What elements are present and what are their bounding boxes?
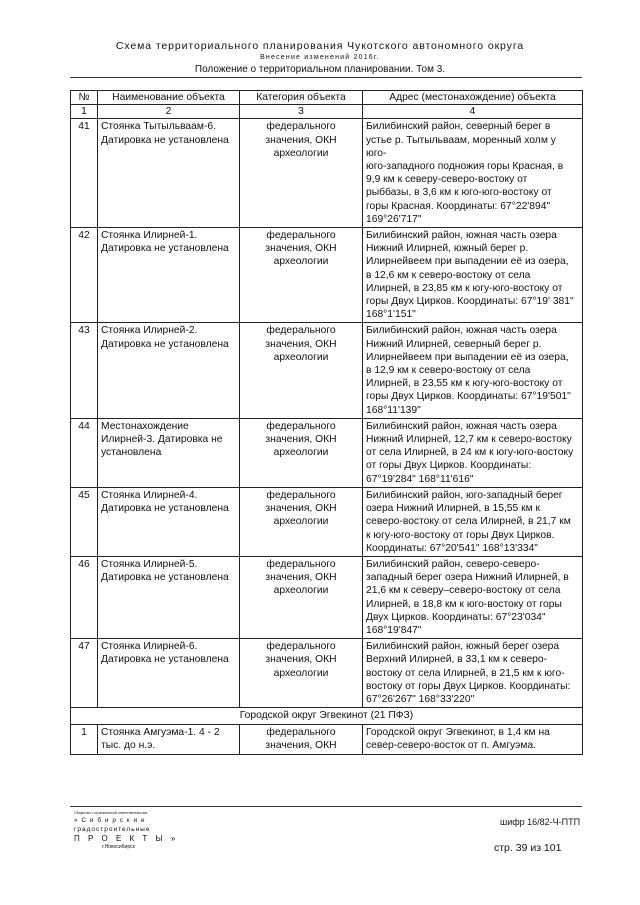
cell-line: федерального bbox=[266, 121, 336, 133]
cell-line: значения, ОКН bbox=[265, 338, 337, 350]
cell-line: Стоянка Илирней-4. bbox=[101, 489, 198, 501]
object-name bbox=[98, 639, 240, 708]
cell-line: 169°26'717" bbox=[366, 213, 422, 225]
cell-line: Илирней, в 23,55 км к югу-юго-востоку от bbox=[366, 378, 563, 390]
cell-line: западный берег озера Нижний Илирней, в bbox=[366, 572, 569, 584]
object-address bbox=[363, 639, 583, 708]
cell-line: рыббазы, в 3,6 км к юго-юго-востоку от bbox=[366, 187, 552, 199]
cell-line: значения, ОКН bbox=[265, 654, 337, 666]
cell-line: Билибинский район, южная часть озера bbox=[366, 420, 557, 432]
cell-line: Датировка не установлена bbox=[101, 338, 229, 350]
org-legal-form: Общество с ограниченной ответственностью bbox=[74, 811, 148, 815]
object-address bbox=[363, 228, 583, 323]
org-name-line1: « С и б и р с к и е bbox=[74, 817, 146, 824]
cell-line: Датировка не установлена bbox=[101, 134, 229, 146]
cell-line: установлена bbox=[101, 447, 162, 459]
object-category bbox=[240, 323, 363, 418]
cell-line: значения, ОКН bbox=[265, 740, 337, 752]
object-category bbox=[240, 418, 363, 487]
col-header-number: № bbox=[71, 91, 98, 105]
table-row bbox=[71, 639, 583, 708]
cell-line: в 12,6 км к северо-востоку от села bbox=[366, 269, 531, 281]
cell-line: Городской округ Эгвекинот, в 1,4 км на bbox=[366, 727, 550, 739]
cell-line: Стоянка Илирней-5. bbox=[101, 558, 198, 570]
cell-line: Стоянка Илирней-1. bbox=[101, 230, 198, 242]
cell-line: устье р. Тытыльваам, моренный холм у юго- bbox=[366, 134, 556, 159]
object-address bbox=[363, 119, 583, 228]
cell-line: Датировка не установлена bbox=[101, 654, 229, 666]
table-row bbox=[71, 418, 583, 487]
cell-line: федерального bbox=[266, 727, 336, 739]
cell-line: федерального bbox=[266, 325, 336, 337]
cell-line: север-северо-восток от п. Амгуэма. bbox=[366, 740, 536, 752]
object-address bbox=[363, 725, 583, 754]
page-number: стр. 39 из 101 bbox=[494, 842, 562, 854]
cell-line: археологии bbox=[273, 256, 329, 268]
col-header-name: Наименование объекта bbox=[98, 91, 240, 105]
cell-line: 9,9 км к северу-северо-востоку от bbox=[366, 174, 528, 186]
cell-line: 168°1'151" bbox=[366, 309, 416, 321]
col-header-category: Категория объекта bbox=[240, 91, 363, 105]
document-header-revision: Внесение изменений 2016г. bbox=[260, 54, 380, 61]
cell-line: горы Красная. Координаты: 67°22'894" bbox=[366, 200, 551, 212]
cell-line: 67°26'267" 168°33'220" bbox=[366, 693, 475, 705]
table-row bbox=[71, 323, 583, 418]
cell-line: федерального bbox=[266, 420, 336, 432]
col-number-1: 1 bbox=[71, 105, 98, 119]
row-number: 41 bbox=[71, 119, 98, 228]
table-column-numbers-row bbox=[71, 105, 583, 119]
row-number: 42 bbox=[71, 228, 98, 323]
cell-line: горы Двух Цирков. Координаты: 67°19'501" bbox=[366, 391, 571, 403]
cell-line: Стоянка Амгуэма-1. 4 - 2 bbox=[101, 727, 220, 739]
row-number: 45 bbox=[71, 487, 98, 556]
org-city: г.Новосибирск bbox=[102, 844, 135, 850]
cell-line: федерального bbox=[266, 230, 336, 242]
cell-line: востоку от села Илирней, в 21,5 км к юго- bbox=[366, 667, 565, 679]
cell-line: археологии bbox=[273, 147, 329, 159]
table-row bbox=[71, 487, 583, 556]
cell-line: 168°19'847" bbox=[366, 624, 422, 636]
cell-line: тыс. до н.э. bbox=[101, 740, 156, 752]
cell-line: федерального bbox=[266, 641, 336, 653]
org-name-line2: градостроительные bbox=[74, 826, 151, 833]
object-name bbox=[98, 487, 240, 556]
table-row bbox=[71, 556, 583, 638]
cell-line: 21,6 км к северу–северо-востоку от села bbox=[366, 585, 561, 597]
table-header-row bbox=[71, 91, 583, 105]
cell-line: северо-востоку от села Илирней, в 21,7 км bbox=[366, 516, 571, 528]
object-name bbox=[98, 228, 240, 323]
col-number-2: 2 bbox=[98, 105, 240, 119]
heritage-objects-table bbox=[70, 90, 583, 755]
cell-line: Нижний Илирней, 12,7 км к северо-востоку bbox=[366, 434, 572, 446]
object-category bbox=[240, 556, 363, 638]
cell-line: Стоянка Тытыльваам-6. bbox=[101, 121, 216, 133]
row-number: 44 bbox=[71, 418, 98, 487]
table-body bbox=[71, 119, 583, 754]
cell-line: Датировка не установлена bbox=[101, 503, 229, 515]
cell-line: юго-западного подножия горы Красная, в bbox=[366, 161, 564, 173]
cell-line: 67°19'284" 168°11'616" bbox=[366, 473, 474, 485]
cell-line: Илирней, в 18,8 км к юго-востоку от горы bbox=[366, 598, 562, 610]
cell-line: Двух Цирков. Координаты: 67°23'034" bbox=[366, 611, 546, 623]
cell-line: Стоянка Илирней-6. bbox=[101, 641, 198, 653]
col-number-4: 4 bbox=[363, 105, 583, 119]
cell-line: к югу-юго-востоку от горы Двух Цирков. bbox=[366, 529, 555, 541]
object-category bbox=[240, 639, 363, 708]
object-category bbox=[240, 228, 363, 323]
cell-line: археологии bbox=[273, 667, 329, 679]
cell-line: Датировка не установлена bbox=[101, 572, 229, 584]
cell-line: Билибинский район, юго-западный берег bbox=[366, 489, 563, 501]
table-row bbox=[71, 725, 583, 754]
cell-line: востоку от горы Двух Цирков. Координаты: bbox=[366, 680, 571, 692]
cell-line: Билибинский район, южная часть озера bbox=[366, 325, 557, 337]
cell-line: археологии bbox=[273, 516, 329, 528]
cell-line: в 12,9 км к северо-востоку от села bbox=[366, 365, 531, 377]
cell-line: значения, ОКН bbox=[265, 243, 337, 255]
cell-line: Нижний Илирней, южный берег р. bbox=[366, 243, 529, 255]
cell-line: горы Двух Цирков. Координаты: 67°19' 381" bbox=[366, 296, 574, 308]
cell-line: от села Илирней, в 24 км к югу-юго-востоку bbox=[366, 447, 574, 459]
header-divider bbox=[70, 77, 582, 78]
cell-line: Стоянка Илирней-2. bbox=[101, 325, 198, 337]
object-name bbox=[98, 556, 240, 638]
col-number-3: 3 bbox=[240, 105, 363, 119]
document-header-title: Схема территориального планирования Чукотского автономного округа bbox=[115, 40, 525, 52]
cell-line: значения, ОКН bbox=[265, 572, 337, 584]
cell-line: археологии bbox=[273, 447, 329, 459]
row-number: 1 bbox=[71, 725, 98, 754]
cell-line: значения, ОКН bbox=[265, 134, 337, 146]
object-category bbox=[240, 725, 363, 754]
cell-line: Нижний Илирней, северный берег р. bbox=[366, 338, 542, 350]
object-category bbox=[240, 119, 363, 228]
cell-line: Верхний Илирней, в 33,1 км к северо- bbox=[366, 654, 548, 666]
cell-line: Датировка не установлена bbox=[101, 243, 229, 255]
row-number: 47 bbox=[71, 639, 98, 708]
object-name bbox=[98, 323, 240, 418]
object-address bbox=[363, 556, 583, 638]
cell-line: Билибинский район, северо-северо- bbox=[366, 558, 540, 570]
cell-line: значения, ОКН bbox=[265, 503, 337, 515]
cell-line: Илирней-3. Датировка не bbox=[101, 434, 223, 446]
section-title: Городской округ Эгвекинот (21 ПФЗ) bbox=[71, 708, 583, 725]
object-address bbox=[363, 323, 583, 418]
row-number: 46 bbox=[71, 556, 98, 638]
object-address bbox=[363, 487, 583, 556]
cell-line: археологии bbox=[273, 585, 329, 597]
cell-line: 168°11'139" bbox=[366, 404, 421, 416]
cell-line: от горы Двух Цирков. Координаты: bbox=[366, 460, 532, 472]
cell-line: Билибинский район, северный берег в bbox=[366, 121, 551, 133]
col-header-address: Адрес (местонахождение) объекта bbox=[363, 91, 583, 105]
document-header-volume: Положение о территориальном планировании. Том 3. bbox=[194, 64, 446, 75]
document-cipher: шифр 16/82-Ч-ПТП bbox=[500, 817, 581, 827]
row-number: 43 bbox=[71, 323, 98, 418]
section-row bbox=[71, 708, 583, 725]
cell-line: федерального bbox=[266, 558, 336, 570]
cell-line: Илирнейвеем при выпадении её из озера, bbox=[366, 256, 569, 268]
object-name bbox=[98, 119, 240, 228]
footer-divider bbox=[70, 806, 582, 807]
cell-line: Билибинский район, южная часть озера bbox=[366, 230, 557, 242]
organization-logo bbox=[74, 811, 178, 852]
cell-line: Илирнейвеем при выпадении её из озера, bbox=[366, 351, 569, 363]
org-name-line3: П Р О Е К Т Ы » bbox=[74, 834, 179, 843]
cell-line: значения, ОКН bbox=[265, 434, 337, 446]
object-name bbox=[98, 418, 240, 487]
table-row bbox=[71, 119, 583, 228]
object-category bbox=[240, 487, 363, 556]
cell-line: Билибинский район, южный берег озера bbox=[366, 641, 560, 653]
object-address bbox=[363, 418, 583, 487]
cell-line: Местонахождение bbox=[101, 420, 189, 432]
cell-line: федерального bbox=[266, 489, 336, 501]
cell-line: Илирней, в 23,85 км к югу-юго-востоку от bbox=[366, 282, 563, 294]
cell-line: археологии bbox=[273, 351, 329, 363]
cell-line: Координаты: 67°20'541" 168°13'334" bbox=[366, 542, 538, 554]
table-row bbox=[71, 228, 583, 323]
cell-line: озера Нижний Илирней, в 15,55 км к bbox=[366, 503, 541, 515]
object-name bbox=[98, 725, 240, 754]
